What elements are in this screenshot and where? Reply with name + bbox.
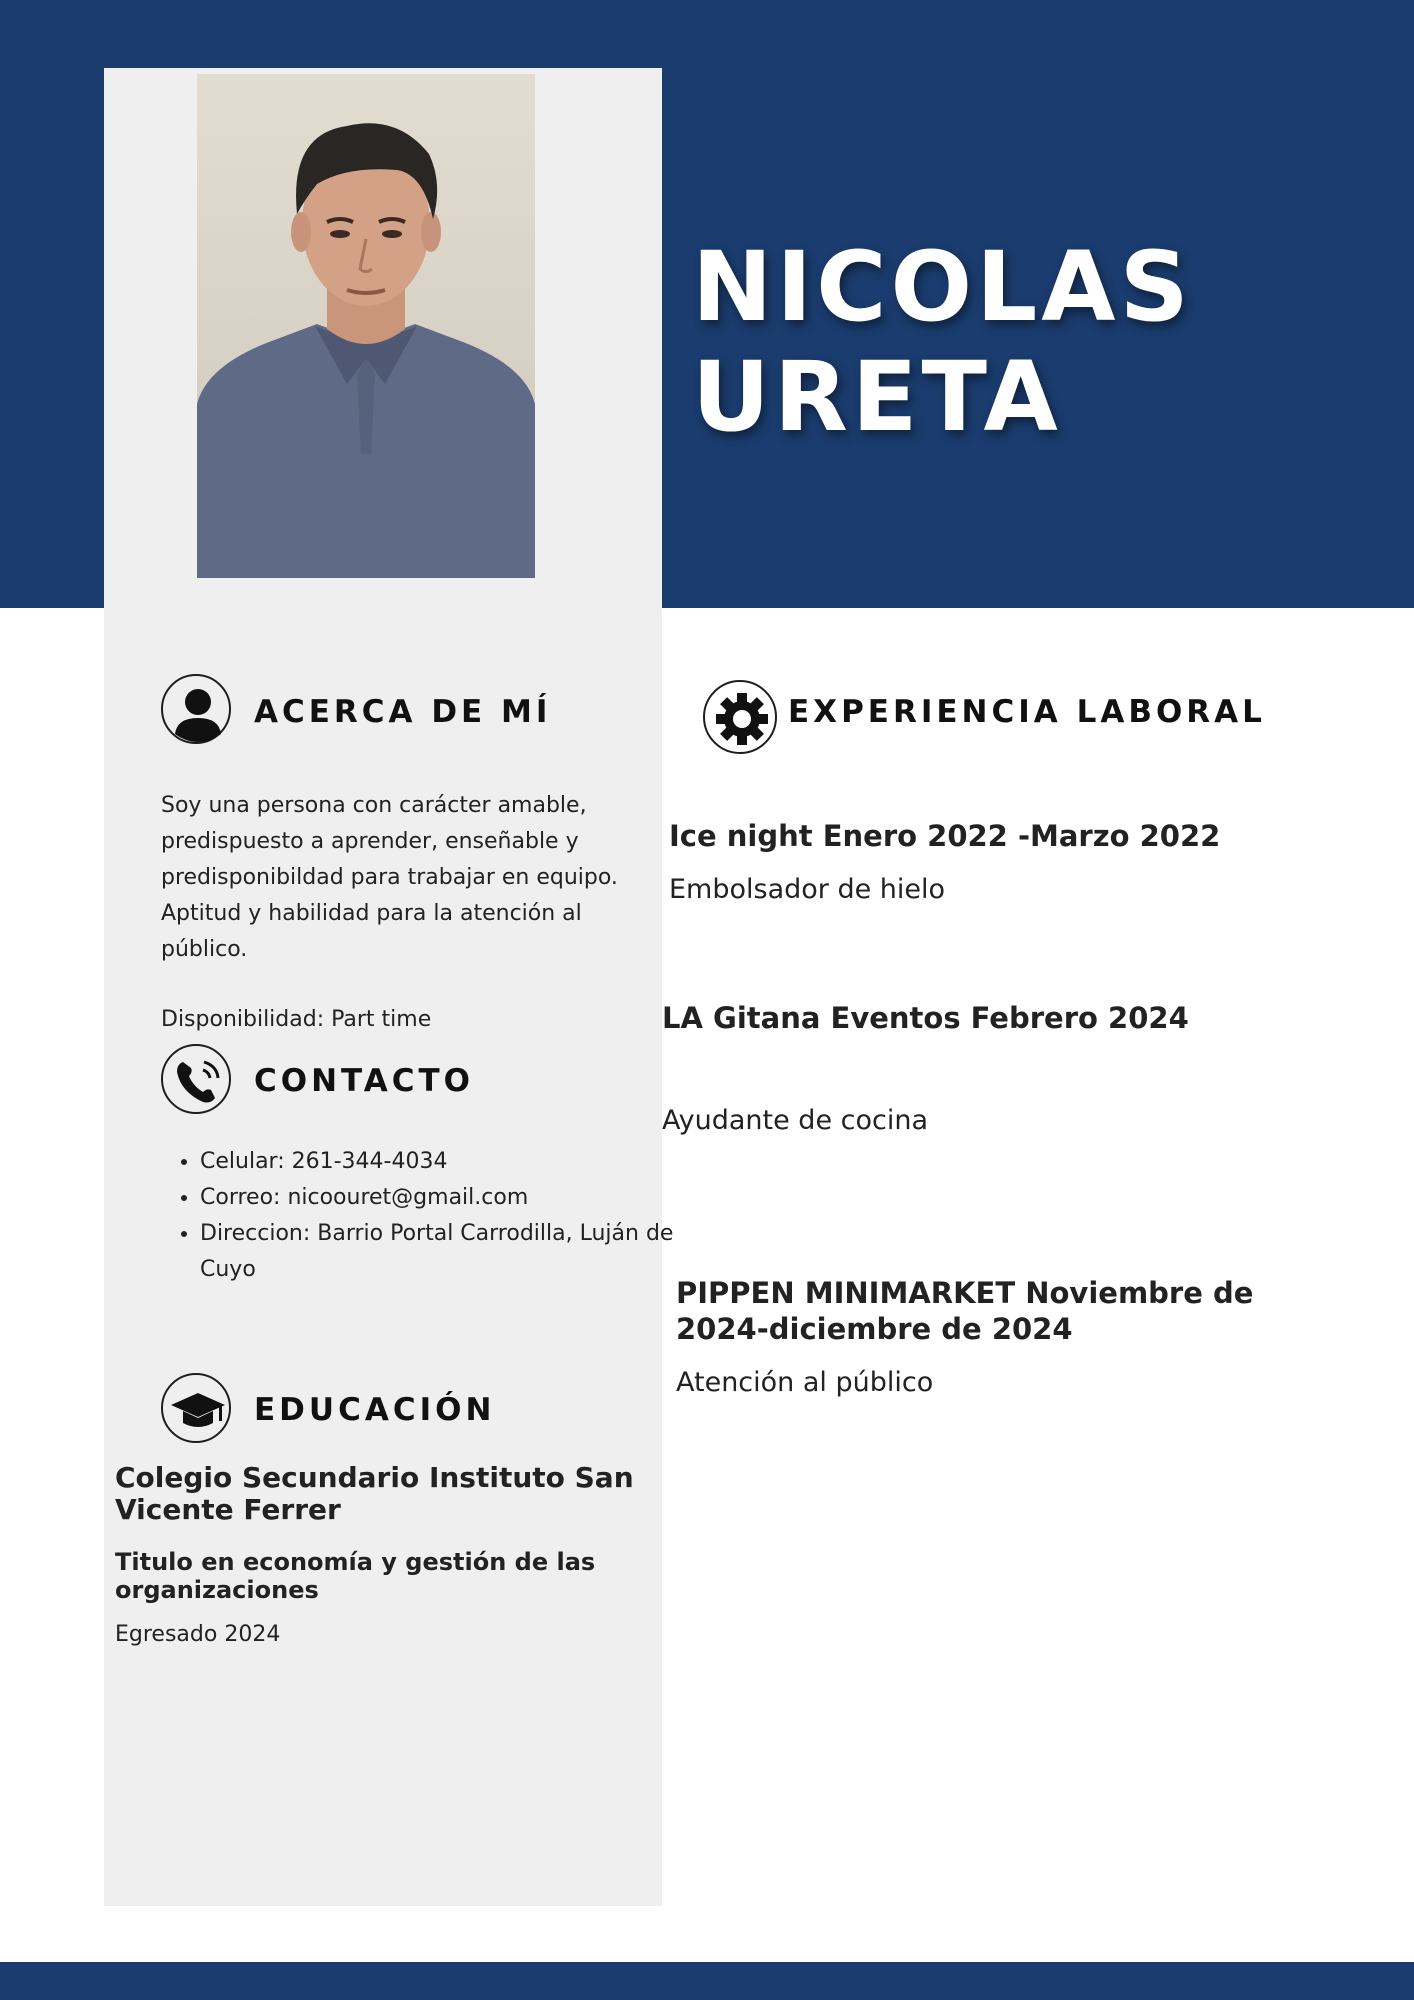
graduation-cap-icon xyxy=(161,1373,231,1443)
experience-title: EXPERIENCIA LABORAL xyxy=(788,694,1266,730)
candidate-name xyxy=(692,232,1193,452)
education-school: Colegio Secundario Instituto San Vicente Ferrer xyxy=(115,1461,634,1526)
job-title-2: LA Gitana Eventos Febrero 2024 xyxy=(662,1001,1189,1035)
last-name: URETA xyxy=(692,341,1062,453)
contact-title: CONTACTO xyxy=(254,1063,475,1099)
education-year: Egresado 2024 xyxy=(115,1622,281,1647)
person-icon xyxy=(161,674,231,744)
education-degree: Titulo en economía y gestión de las organizaciones xyxy=(115,1548,596,1604)
about-title: ACERCA DE MÍ xyxy=(254,694,552,730)
gear-icon xyxy=(703,680,777,754)
job-title-3: PIPPEN MINIMARKET Noviembre de 2024-diciembre de 2024 xyxy=(676,1276,1254,1346)
contact-list xyxy=(160,1144,680,1288)
job-title-1: Ice night Enero 2022 -Marzo 2022 xyxy=(669,819,1221,853)
job-role-3: Atención al público xyxy=(676,1367,934,1398)
contact-address: • Direccion: Barrio Portal Carrodilla, Luján de Cuyo xyxy=(200,1216,680,1288)
footer-band xyxy=(0,1962,1414,2000)
phone-icon xyxy=(161,1044,231,1114)
job-role-2: Ayudante de cocina xyxy=(662,1105,929,1136)
about-paragraph: Soy una persona con carácter amable, predispuesto a aprender, enseñable y predisponibildad para trabajar en equipo. Aptitud y habilidad para la atención al público. xyxy=(161,793,618,962)
availability-text: Disponibilidad: Part time xyxy=(161,1007,432,1032)
contact-email: • Correo: nicoouret@gmail.com xyxy=(200,1180,680,1216)
contact-phone: • Celular: 261-344-4034 xyxy=(200,1144,680,1180)
first-name: NICOLAS xyxy=(692,231,1193,343)
education-title: EDUCACIÓN xyxy=(254,1392,496,1428)
profile-photo xyxy=(197,74,535,578)
job-role-1: Embolsador de hielo xyxy=(669,874,946,905)
